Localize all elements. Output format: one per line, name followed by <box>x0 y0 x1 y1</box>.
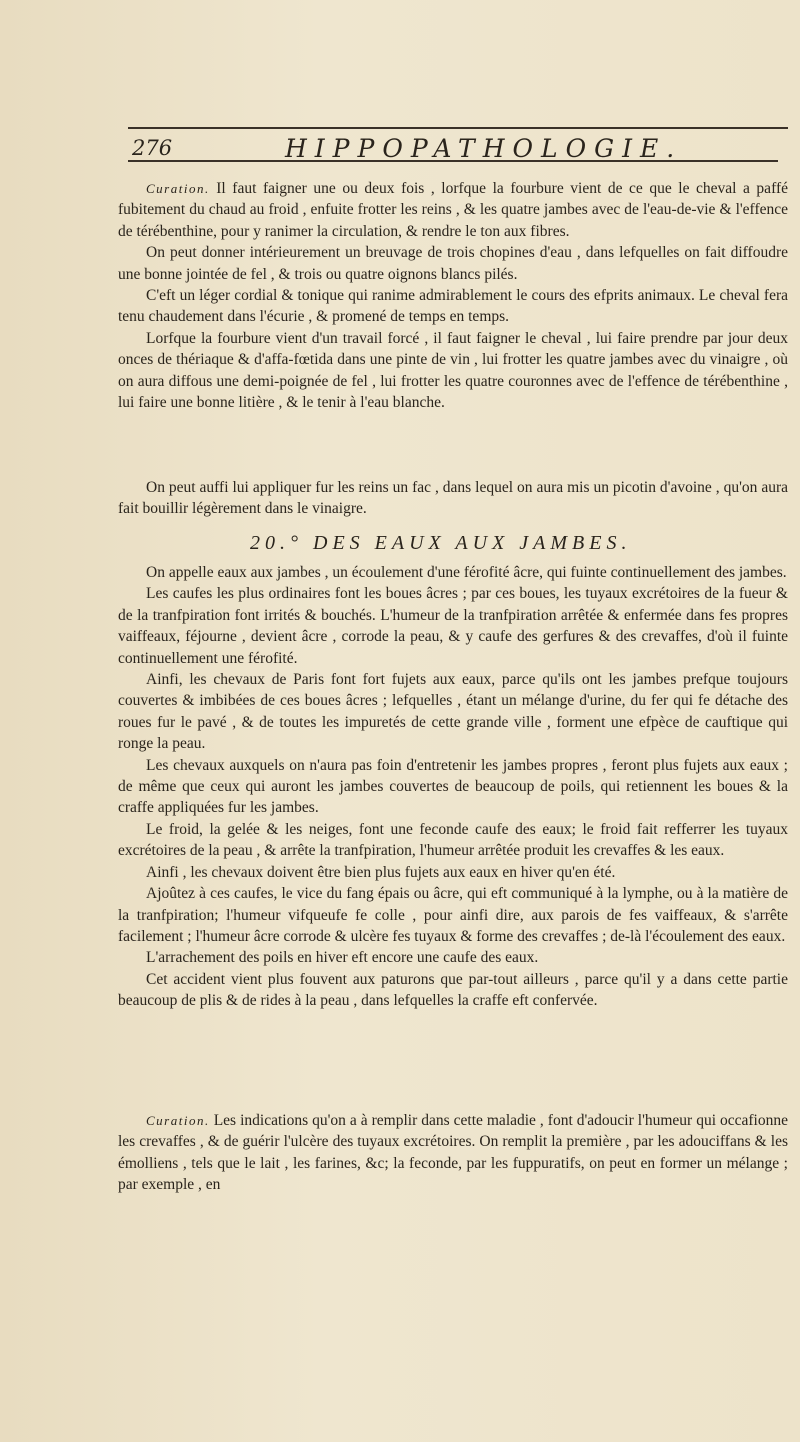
paragraph: Cet accident vient plus fouvent aux paturons que par-tout ailleurs , parce qu'il y a dans cette partie beaucoup de plis & de rides à la peau , dans lefquelles la craffe eft confervée. <box>118 970 788 1010</box>
curation-text: Il faut faigner une ou deux fois , lorfque la fourbure vient de ce que le cheval a paffé fubitement du chaud au froid , enfuite frotter les reins , & les quatre jambes avec de l'eau-de-vie & l'effence de térébenthine, pour y ranimer la circulation, & rendre le ton aux fibres. <box>118 180 788 240</box>
paragraph: Ainfi , les chevaux doivent être bien plus fujets aux eaux en hiver qu'en été. <box>146 863 616 881</box>
paragraph: On peut donner intérieurement un breuvage de trois chopines d'eau , dans lefquelles on fait diffoudre une bonne jointée de fel , & trois ou quatre oignons blancs pilés. <box>118 244 788 283</box>
paragraph: Le froid, la gelée & les neiges, font une feconde caufe des eaux; le froid fait refferrer les tuyaux excrétoires de la peau , & arrête la tranfpiration, l'humeur arrêtée produit les crevaffes & les eaux. <box>118 820 788 860</box>
curation-label: Curation. <box>146 181 210 196</box>
running-head: HIPPOPATHOLOGIE. <box>285 134 683 163</box>
paragraph: Ajoûtez à ces caufes, le vice du fang épais ou âcre, qui eft communiqué à la lymphe, ou à la matière de la tranfpiration; l'humeur vifqueufe fe colle , pour ainfi dire, aux parois de fes vaiffeaux, & s'arrête facilement ; l'humeur âcre corrode & ulcère fes tuyaux & forme des crevaffes ; de-là l'écoulement des eaux. <box>118 885 788 945</box>
paragraph: Les chevaux auxquels on n'aura pas foin d'entretenir les jambes propres , feront plus fujets aux eaux ; de même que ceux qui auront les jambes couvertes de beaucoup de poils, qui retiennent les boues & la craffe appliquées fur les jambes. <box>118 756 788 817</box>
paragraph: Lorfque la fourbure vient d'un travail forcé , il faut faigner le cheval , lui faire prendre par jour deux onces de thériaque & d'affa-fœtida dans une pinte de vin , lui frotter les quatre jambes avec du vinaigre , où on aura diffous une demi-poignée de fel , lui frotter les quatre couronnes avec de l'effence de térébenthine , lui faire une bonne litière , & le tenir à l'eau blanche. <box>118 329 788 412</box>
paragraph: On appelle eaux aux jambes , un écoulement d'une férofité âcre, qui fuinte continuellement des jambes. <box>146 564 787 581</box>
curation-label: Curation. <box>146 1113 210 1128</box>
page-number: 276 <box>132 136 173 160</box>
section-title: 20.° DES EAUX AUX JAMBES. <box>250 532 632 554</box>
paragraph: Les caufes les plus ordinaires font les boues âcres ; par ces boues, les tuyaux excrétoires de la fueur & de la tranfpiration font irrités & bouchés. L'humeur de la tranfpiration arrêtée & enfermée dans fes propres vaiffeaux, féjourne , devient âcre , corrode la peau, & y caufe des gerfures & des crevaffes, d'où il fuinte continuellement une férofité. <box>118 585 788 667</box>
curation-text: Les indications qu'on a à remplir dans cette maladie , font d'adoucir l'humeur qui occafionne les crevaffes , & de guérir l'ulcère des tuyaux excrétoires. On remplit la première , par les adouciffans & les émolliens , tels que le lait , les farines, &c; la feconde, par les fuppuratifs, on peut en former un mélange ; par exemple , en <box>118 1112 788 1194</box>
paragraph: On peut auffi lui appliquer fur les reins un fac , dans lequel on aura mis un picotin d'avoine , qu'on aura fait bouillir légèrement dans le vinaigre. <box>118 479 788 518</box>
curation-block-1 <box>118 178 788 413</box>
curation-block-1-end <box>118 477 788 520</box>
paragraph: L'arrachement des poils en hiver eft encore une caufe des eaux. <box>146 949 539 967</box>
body-block <box>118 562 788 1012</box>
paragraph: Ainfi, les chevaux de Paris font fort fujets aux eaux, parce qu'ils ont les jambes prefque toujours couvertes & imbibées de ces boues âcres ; lefquelles , étant un mélange d'urine, du fer qui fe détache des roues fur le pavé , & de toutes les impuretés de cette grande ville , forment une efpèce de cauftique qui ronge la peau. <box>118 671 788 753</box>
top-rule <box>128 127 788 129</box>
curation-paragraph <box>118 178 788 242</box>
header-rule <box>128 160 778 162</box>
curation-block-2 <box>118 1110 788 1196</box>
curation-paragraph <box>118 1110 788 1196</box>
paragraph: C'eft un léger cordial & tonique qui ranime admirablement le cours des efprits animaux. Le cheval fera tenu chaudement dans l'écurie , & promené de temps en temps. <box>118 287 788 326</box>
